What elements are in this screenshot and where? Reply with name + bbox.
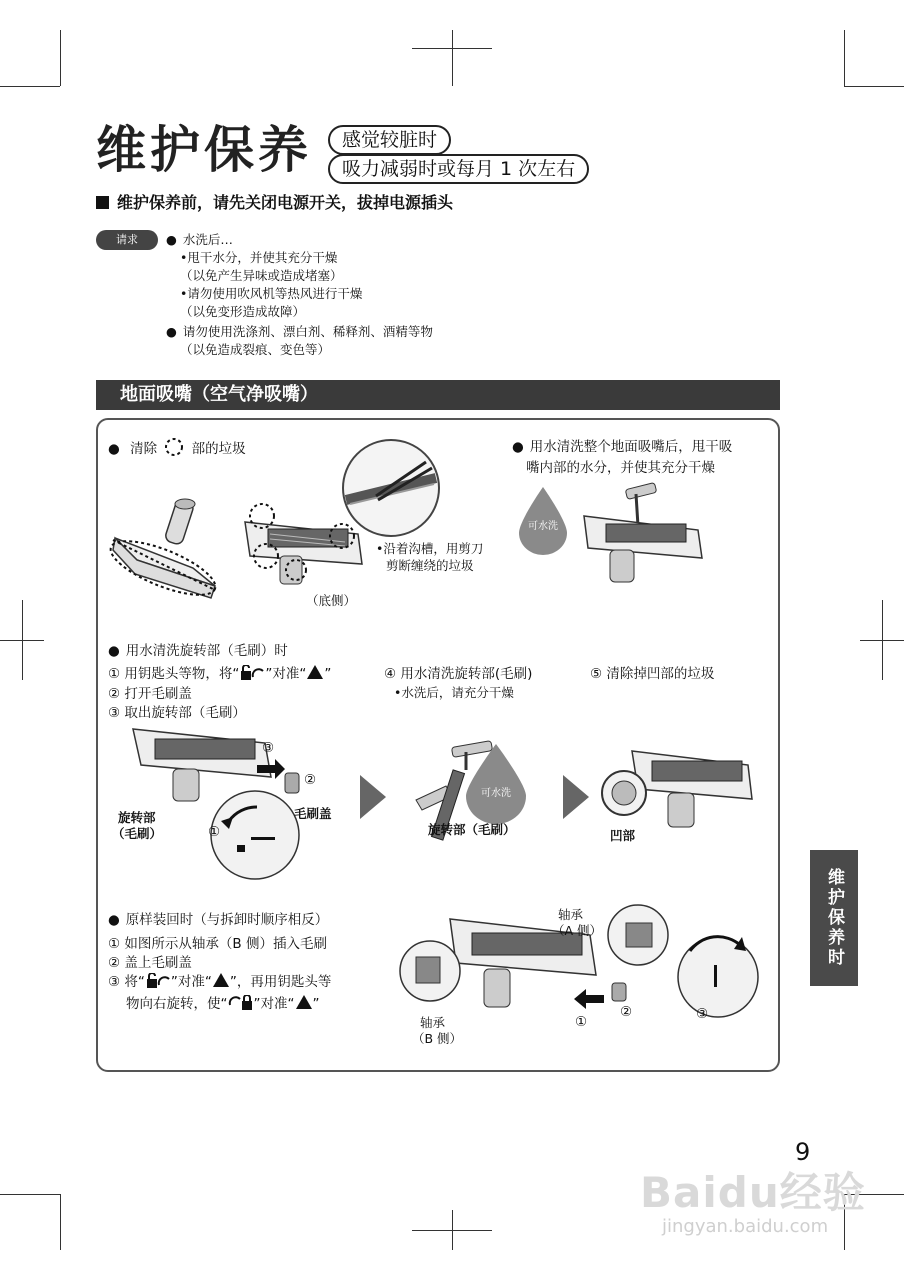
triangle-mark-icon xyxy=(306,664,324,680)
request-line: （以免产生异味或造成堵塞） xyxy=(180,268,343,283)
request-line: （以免变形造成故障） xyxy=(180,304,306,319)
wash-instruction: ● 用水清洗整个地面吸嘴后，甩干吸 xyxy=(512,437,732,457)
request-line: •甩干水分，并使其充分干燥 xyxy=(180,250,338,265)
wash-nozzle-illustration xyxy=(576,486,706,596)
callout-number: ③ xyxy=(262,740,275,756)
power-off-notice xyxy=(96,192,453,214)
step-line: ③ 将“ ”对准“ ”，再用钥匙头等 xyxy=(108,974,332,990)
side-tab: 维护保养时 xyxy=(810,850,858,986)
bearing-a-label: （A 侧） xyxy=(552,923,603,938)
wash-instruction: 嘴内部的水分，并使其充分干燥 xyxy=(526,460,715,476)
reassemble-title: ● 原样装回时（与拆卸时顺序相反） xyxy=(108,910,328,930)
page-title: 维护保养 xyxy=(96,121,312,179)
brush-removal-illustration xyxy=(125,725,325,885)
step-line: ① 如图所示从轴承（B 侧）插入毛刷 xyxy=(108,936,327,952)
crop-mark xyxy=(452,1210,453,1250)
triangle-mark-icon xyxy=(295,994,313,1010)
rotor-label: （毛刷） xyxy=(112,826,163,841)
rotor-label: 旋转部（毛刷） xyxy=(428,822,516,837)
condition-pill-monthly: 吸力减弱时或每月 1 次左右 xyxy=(328,154,589,184)
callout-number: ① xyxy=(575,1014,588,1030)
scissors-detail-illustration xyxy=(336,438,446,538)
dotted-circle-icon xyxy=(164,437,184,457)
groove-note: 剪断缠绕的垃圾 xyxy=(386,558,474,573)
request-line: （以免造成裂痕、变色等） xyxy=(180,342,331,357)
nozzle-top-illustration xyxy=(105,490,230,615)
crop-mark xyxy=(0,86,60,87)
unlock-icon xyxy=(239,665,265,681)
svg-text:可水洗: 可水洗 xyxy=(481,788,511,799)
step-line: 物向右旋转，使“ ”对准“ ” xyxy=(126,996,320,1012)
crop-mark xyxy=(60,1194,61,1250)
brush-wash-title: ● 用水清洗旋转部（毛刷）时 xyxy=(108,641,288,661)
callout-number: ③ xyxy=(696,1006,709,1022)
step-line: ② 打开毛刷盖 xyxy=(108,686,192,702)
crop-mark xyxy=(452,30,453,86)
request-line: ● 水洗后… xyxy=(166,231,233,249)
condition-pill-dirty: 感觉较脏时 xyxy=(328,125,451,155)
arrow-right-icon xyxy=(563,775,589,819)
crop-mark xyxy=(60,30,61,86)
rotor-label: 旋转部 xyxy=(118,810,156,825)
watermark-url: jingyan.baidu.com xyxy=(662,1216,829,1237)
bearing-a-label: 轴承 xyxy=(558,907,584,922)
arrow-right-icon xyxy=(360,775,386,819)
callout-number: ② xyxy=(620,1004,633,1020)
step-line: ③ 取出旋转部（毛刷） xyxy=(108,705,246,721)
callout-number: ① xyxy=(208,824,221,840)
step-line: ⑤ 清除掉凹部的垃圾 xyxy=(590,666,715,682)
bottom-side-label: （底侧） xyxy=(306,593,357,608)
unlock-icon xyxy=(145,973,171,989)
callout-number: ② xyxy=(304,772,317,788)
bearing-b-label: （B 侧） xyxy=(412,1031,463,1046)
crop-mark xyxy=(22,600,23,680)
request-line: ● 请勿使用洗涤剂、漂白剂、稀释剂、酒精等物 xyxy=(166,323,433,341)
crop-mark xyxy=(844,30,845,86)
crop-mark xyxy=(844,86,904,87)
crop-mark xyxy=(0,1194,60,1195)
step-line: ② 盖上毛刷盖 xyxy=(108,955,192,971)
water-drop-icon xyxy=(515,485,571,555)
page-number: 9 xyxy=(795,1138,811,1166)
request-line: •请勿使用吹风机等热风进行干燥 xyxy=(180,286,363,301)
groove-note: •沿着沟槽，用剪刀 xyxy=(376,541,484,556)
recess-label: 凹部 xyxy=(610,828,636,843)
lock-icon xyxy=(228,995,254,1011)
bearing-b-label: 轴承 xyxy=(420,1015,446,1030)
section-heading: 地面吸嘴（空气净吸嘴） xyxy=(96,380,780,410)
step-line: •水洗后，请充分干燥 xyxy=(394,685,514,700)
square-bullet-icon xyxy=(96,196,109,209)
triangle-mark-icon xyxy=(212,972,230,988)
watermark-logo: Baidu经验 xyxy=(640,1168,866,1217)
step-line: ① 用钥匙头等物，将“ ”对准“ ” xyxy=(108,666,332,682)
svg-text:可水洗: 可水洗 xyxy=(528,521,558,532)
step-line: ④ 用水清洗旋转部(毛刷) xyxy=(384,666,533,682)
notice-text: 维护保养前，请先关闭电源开关，拔掉电源插头 xyxy=(117,193,454,212)
crop-mark xyxy=(882,600,883,680)
request-badge: 请求 xyxy=(96,230,158,250)
brush-cover-label: 毛刷盖 xyxy=(294,806,332,821)
clean-instruction: ● 清除 部的垃圾 xyxy=(108,437,246,459)
